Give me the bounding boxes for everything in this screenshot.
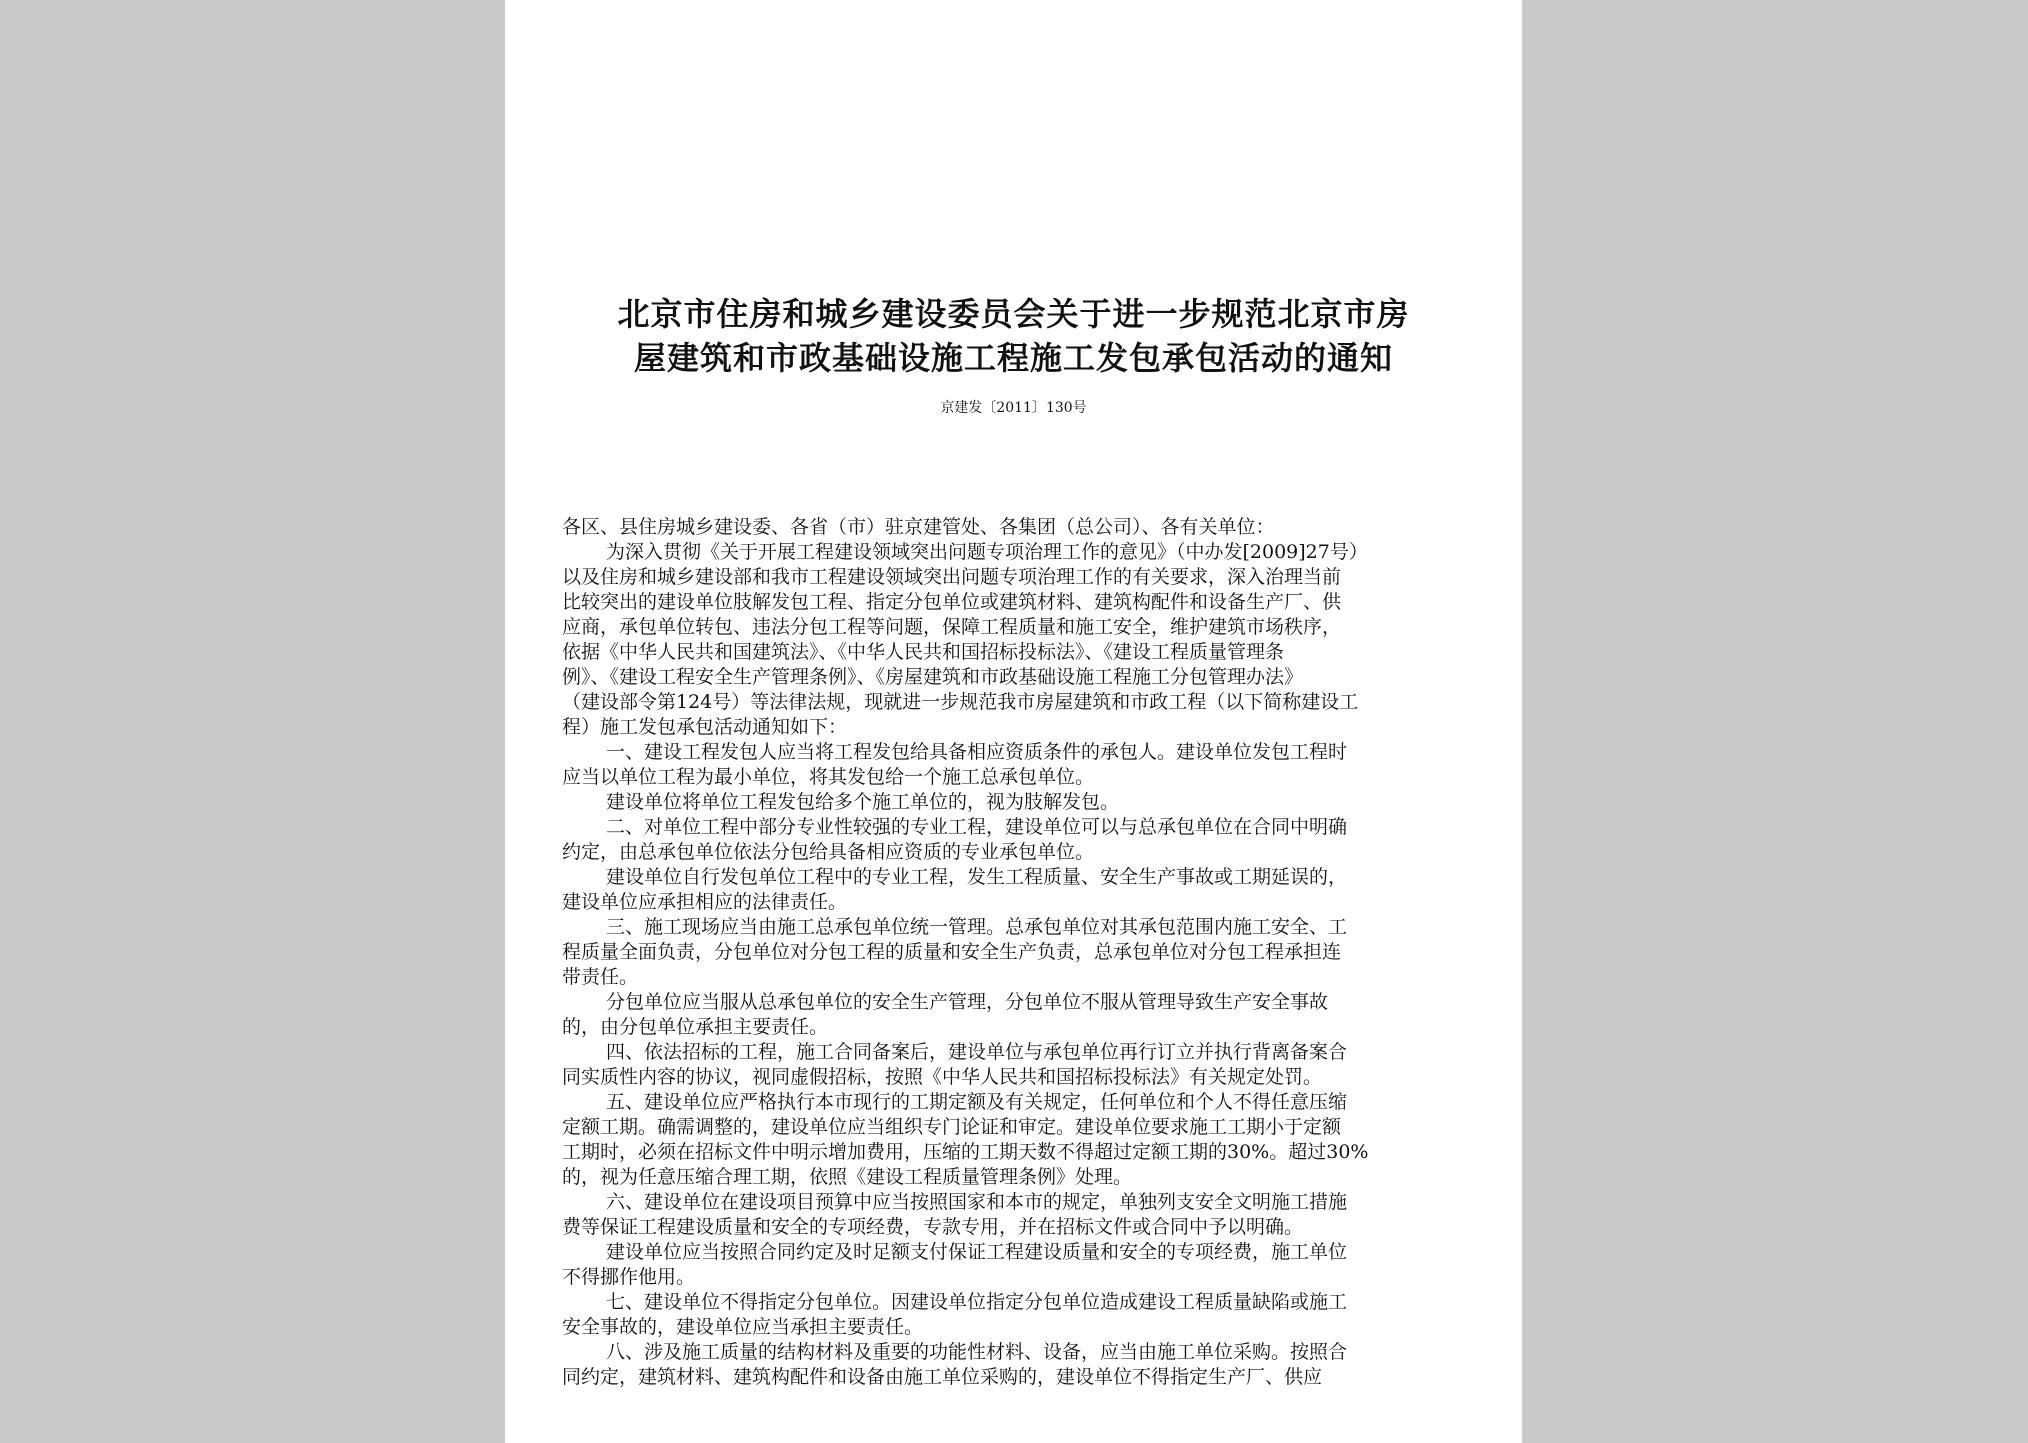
body-line: 各区、县住房城乡建设委、各省（市）驻京建管处、各集团（总公司）、各有关单位：	[562, 516, 1275, 538]
document-page	[505, 0, 1522, 1443]
body-line: 四、依法招标的工程，施工合同备案后，建设单位与承包单位再行订立并执行背离备案合	[606, 1041, 1348, 1063]
title-line-2: 屋建筑和市政基础设施工程施工发包承包活动的通知	[633, 339, 1393, 377]
body-line: 应商，承包单位转包、违法分包工程等问题，保障工程质量和施工安全，维护建筑市场秩序，	[562, 616, 1342, 638]
body-line: 程）施工发包承包活动通知如下：	[562, 716, 848, 738]
body-line: 安全事故的，建设单位应当承担主要责任。	[562, 1316, 924, 1338]
body-line: 比较突出的建设单位肢解发包工程、指定分包单位或建筑材料、建筑构配件和设备生产厂、供	[562, 591, 1342, 613]
document-body	[562, 515, 1472, 1390]
body-line: 建设单位应承担相应的法律责任。	[562, 891, 848, 913]
body-line: 六、建设单位在建设项目预算中应当按照国家和本市的规定，单独列支安全文明施工措施	[606, 1191, 1348, 1213]
body-line: 建设单位将单位工程发包给多个施工单位的，视为肢解发包。	[606, 791, 1120, 813]
body-line: （建设部令第124号）等法律法规，现就进一步规范我市房屋建筑和市政工程（以下简称建设工	[562, 691, 1359, 713]
document-title	[545, 292, 1482, 380]
body-line: 为深入贯彻《关于开展工程建设领域突出问题专项治理工作的意见》（中办发[2009]27号）	[606, 541, 1368, 563]
body-line: 例》、《建设工程安全生产管理条例》、《房屋建筑和市政基础设施工程施工分包管理办法》	[562, 666, 1304, 688]
body-line: 二、对单位工程中部分专业性较强的专业工程，建设单位可以与总承包单位在合同中明确	[606, 816, 1348, 838]
body-line: 建设单位自行发包单位工程中的专业工程，发生工程质量、安全生产事故或工期延误的，	[606, 866, 1348, 888]
title-line-1: 北京市住房和城乡建设委员会关于进一步规范北京市房	[617, 295, 1410, 333]
body-line: 的，视为任意压缩合理工期，依照《建设工程质量管理条例》处理。	[562, 1166, 1133, 1188]
body-line: 七、建设单位不得指定分包单位。因建设单位指定分包单位造成建设工程质量缺陷或施工	[606, 1291, 1348, 1313]
body-line: 不得挪作他用。	[562, 1266, 696, 1288]
body-line: 工期时，必须在招标文件中明示增加费用，压缩的工期天数不得超过定额工期的30%。超过30%	[562, 1141, 1369, 1163]
body-line: 费等保证工程建设质量和安全的专项经费，专款专用，并在招标文件或合同中予以明确。	[562, 1216, 1304, 1238]
body-line: 约定，由总承包单位依法分包给具备相应资质的专业承包单位。	[562, 841, 1095, 863]
body-line: 建设单位应当按照合同约定及时足额支付保证工程建设质量和安全的专项经费，施工单位	[606, 1241, 1348, 1263]
body-line: 五、建设单位应严格执行本市现行的工期定额及有关规定，任何单位和个人不得任意压缩	[606, 1091, 1348, 1113]
body-line: 同实质性内容的协议，视同虚假招标，按照《中华人民共和国招标投标法》有关规定处罚。	[562, 1066, 1323, 1088]
body-line: 分包单位应当服从总承包单位的安全生产管理，分包单位不服从管理导致生产安全事故	[606, 991, 1329, 1013]
document-number: 京建发〔2011〕130号	[940, 400, 1087, 416]
body-line: 依据《中华人民共和国建筑法》、《中华人民共和国招标投标法》、《建设工程质量管理条	[562, 641, 1285, 663]
body-line: 定额工期。确需调整的，建设单位应当组织专门论证和审定。建设单位要求施工工期小于定额	[562, 1116, 1342, 1138]
body-line: 程质量全面负责，分包单位对分包工程的质量和安全生产负责，总承包单位对分包工程承担连	[562, 941, 1342, 963]
body-line: 应当以单位工程为最小单位，将其发包给一个施工总承包单位。	[562, 766, 1095, 788]
body-line: 三、施工现场应当由施工总承包单位统一管理。总承包单位对其承包范围内施工安全、工	[606, 916, 1348, 938]
body-line: 一、建设工程发包人应当将工程发包给具备相应资质条件的承包人。建设单位发包工程时	[606, 741, 1348, 763]
body-line: 八、涉及施工质量的结构材料及重要的功能性材料、设备，应当由施工单位采购。按照合	[606, 1341, 1348, 1363]
body-line: 带责任。	[562, 966, 639, 988]
body-line: 的，由分包单位承担主要责任。	[562, 1016, 829, 1038]
body-line: 以及住房和城乡建设部和我市工程建设领域突出问题专项治理工作的有关要求，深入治理当前	[562, 566, 1342, 588]
body-line: 同约定，建筑材料、建筑构配件和设备由施工单位采购的，建设单位不得指定生产厂、供应	[562, 1366, 1323, 1388]
